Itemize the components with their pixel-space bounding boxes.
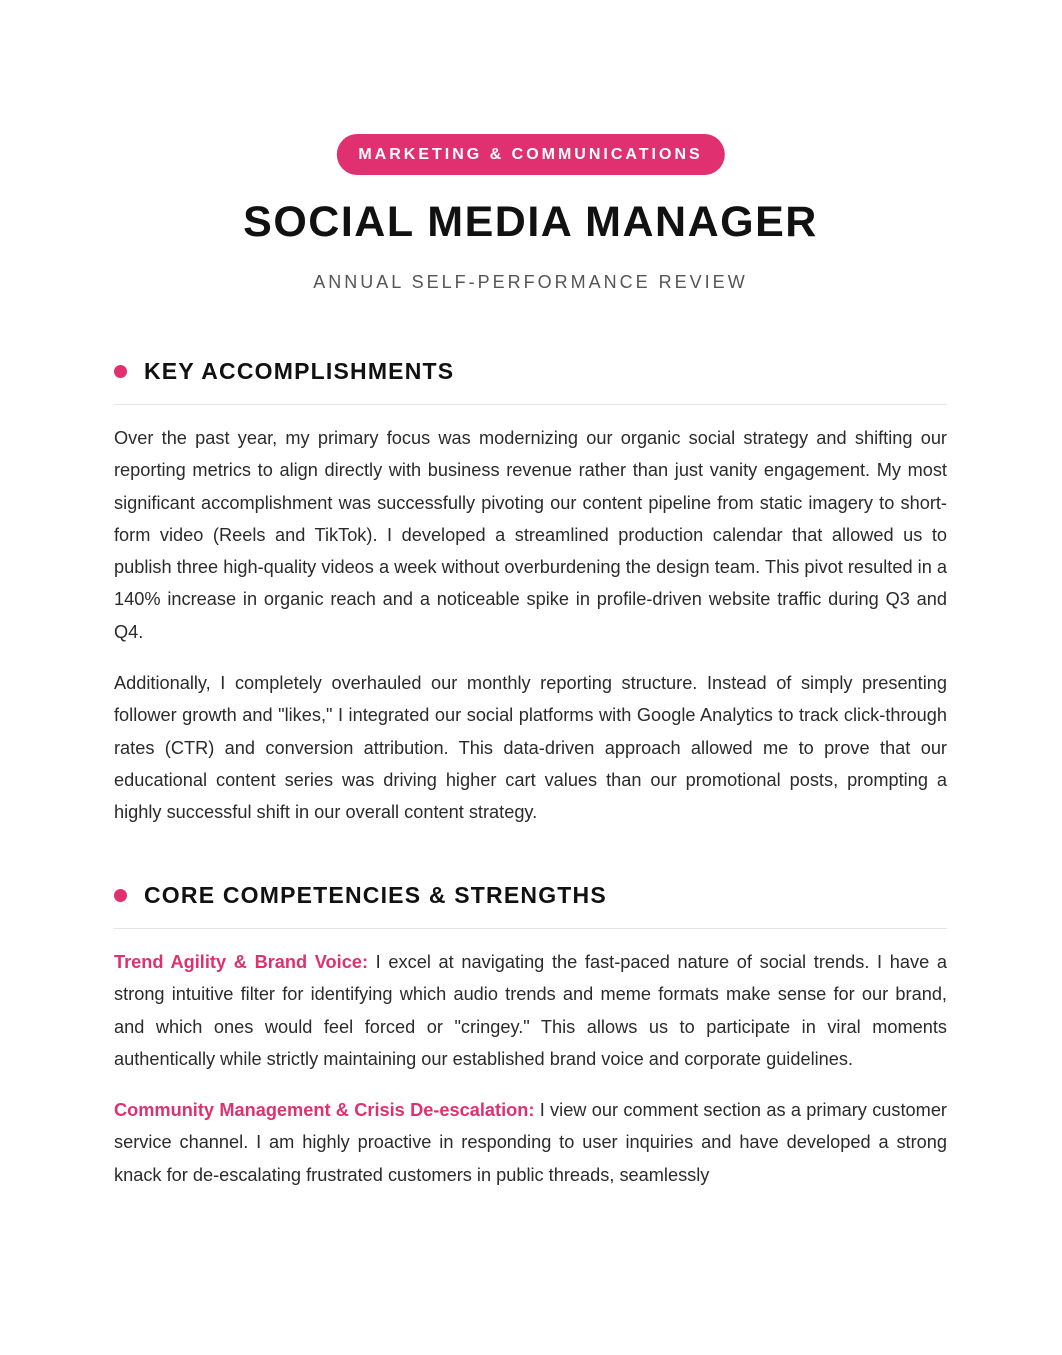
- competency-text: I excel at navigating the fast-paced nature of social trends. I have a strong intuitive filter for identifying which audio trends and meme formats make sense for our brand, and which ones would feel forced or "cringey." This allows us to participate in viral moments authentically while strictly maintaining our established brand voice and corporate guidelines.: [114, 952, 947, 1069]
- paragraph: Over the past year, my primary focus was modernizing our organic social strategy and shifting our reporting metrics to align directly with business revenue rather than just vanity engagement. My most significant accomplishment was successfully pivoting our content pipeline from static imagery to short-form video (Reels and TikTok). I developed a streamlined production calendar that allowed us to publish three high-quality videos a week without overburdening the design team. This pivot resulted in a 140% increase in organic reach and a noticeable spike in profile-driven website traffic during Q3 and Q4.: [114, 428, 947, 642]
- page-title: SOCIAL MEDIA MANAGER: [243, 198, 818, 246]
- competency-text: I view our comment section as a primary customer service channel. I am highly proactive in responding to user inquiries and have developed a strong knack for de-escalating frustrated customers in public threads, seamlessly: [114, 1100, 947, 1185]
- competency-paragraph: [114, 946, 947, 1075]
- section-title: CORE COMPETENCIES & STRENGTHS: [144, 882, 607, 908]
- section-key-accomplishments: [114, 356, 947, 829]
- category-badge: MARKETING & COMMUNICATIONS: [336, 134, 724, 175]
- section-body: [114, 422, 947, 829]
- bullet-dot-icon: [114, 889, 127, 902]
- competency-label: Community Management & Crisis De-escalation:: [114, 1100, 535, 1121]
- paragraph: Additionally, I completely overhauled our monthly reporting structure. Instead of simply presenting follower growth and "likes," I integrated our social platforms with Google Analytics to track click-through rates (CTR) and conversion attribution. This data-driven approach allowed me to prove that our educational content series was driving higher cart values than our promotional posts, prompting a highly successful shift in our overall content strategy.: [114, 673, 947, 823]
- page-subtitle: ANNUAL SELF-PERFORMANCE REVIEW: [313, 272, 748, 292]
- competency-label: Trend Agility & Brand Voice:: [114, 952, 369, 972]
- section-heading: [114, 356, 947, 405]
- section-core-competencies: [114, 880, 947, 1191]
- section-title: KEY ACCOMPLISHMENTS: [144, 358, 455, 384]
- bullet-dot-icon: [114, 365, 127, 378]
- section-body: [114, 946, 947, 1191]
- section-heading: [114, 880, 947, 929]
- competency-paragraph: [114, 1094, 947, 1191]
